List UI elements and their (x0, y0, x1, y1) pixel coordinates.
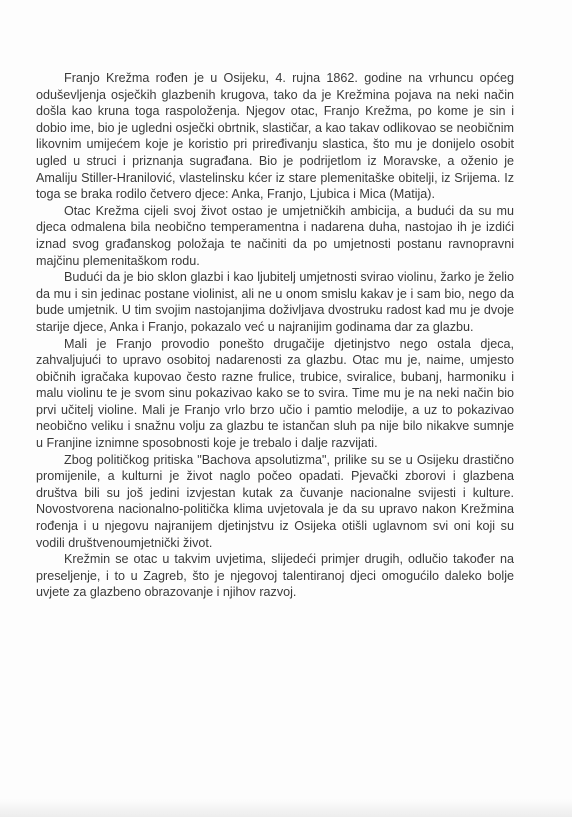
paragraph-violin: Budući da je bio sklon glazbi i kao ljubitelj umjetnosti svirao violinu, žarko je želio da mu i sin jedinac postane violinist, ali ne u onom smislu kakav je i sam bio, nego da bude umjetnik. U tim svojim nastojanjima doživljava dvostruku radost kad mu je dvoje starije djece, Anka i Franjo, pokazalo već u najranijim godinama dar za glazbu. (36, 270, 514, 334)
paragraph-move-zagreb: Krežmin se otac u takvim uvjetima, slijedeći primjer drugih, odlučio također na preseljenje, i to u Zagreb, što je njegovoj talentiranoj djeci omogućilo daleko bolje uvjete za glazbeno obrazovanje i njihov razvoj. (36, 552, 514, 600)
paragraph-birth: Franjo Krežma rođen je u Osijeku, 4. rujna 1862. godine na vrhuncu općeg oduševljenja osječkih glazbenih krugova, tako da je Krežmina pojava na neki način došla kao kruna toga raspoloženja. Njegov otac, Franjo Krežma, po kome je sin i dobio ime, bio je ugledni osječki obrtnik, slastičar, a kao takav odlikovao se neobičnim likovnim umijećem koje je koristio pri priređivanju slastica, što mu je donijelo osobit ugled u struci i priznanja sugrađana. Bio je podrijetlom iz Moravske, a oženio je Amaliju Stiller-Hranilović, vlastelinsku kćer iz stare plemenitaške obitelji, iz Srijema. Iz toga se braka rodilo četvero djece: Anka, Franjo, Ljubica i Mica (Matija). (36, 71, 514, 202)
paragraph-absolutism: Zbog političkog pritiska "Bachova apsolutizma", prilike su se u Osijeku drastično promijenile, a kulturni je život naglo počeo opadati. Pjevački zborovi i glazbena društva bili su još jedini izvjestan kutak za čuvanje nacionalne svijesti i kulture. Novostvorena nacionalno-politička klima uvjetovala je da su upravo nakon Krežmina rođenja i u njegovu najranijem djetinjstvu iz Osijeka otišli uglavnom svi oni koji su vodili društvenoumjetnički život. (36, 452, 514, 550)
page-bottom-shadow (0, 799, 572, 817)
paragraph-childhood: Mali je Franjo provodio ponešto drugačije djetinjstvo nego ostala djeca, zahvaljujući to upravo osobitoj nadarenosti za glazbu. Otac mu je, naime, umjesto običnih igračaka kupovao često razne frulice, trubice, sviralice, bubanj, harmoniku i malu violinu te je svom sinu pokazivao kako se to svira. Time mu je na neki način bio prvi učitelj violine. Mali je Franjo vrlo brzo učio i pamtio melodije, a uz to pokazivao neobično veliku i snažnu volju za glazbu te istančan sluh pa nije bilo nikakve sumnje u Franjine iznimne sposobnosti koje je trebalo i dalje razvijati. (36, 336, 514, 451)
paragraph-father-ambition: Otac Krežma cijeli svoj život ostao je umjetničkih ambicija, a budući da su mu djeca odmalena bila neobično temperamentna i nadarena duha, nastojao ih je izdići iznad svog građanskog položaja te načiniti da po umjetnosti postanu ravnopravni majčinu plemenitaškom rodu. (36, 203, 514, 268)
body-text (36, 70, 514, 601)
